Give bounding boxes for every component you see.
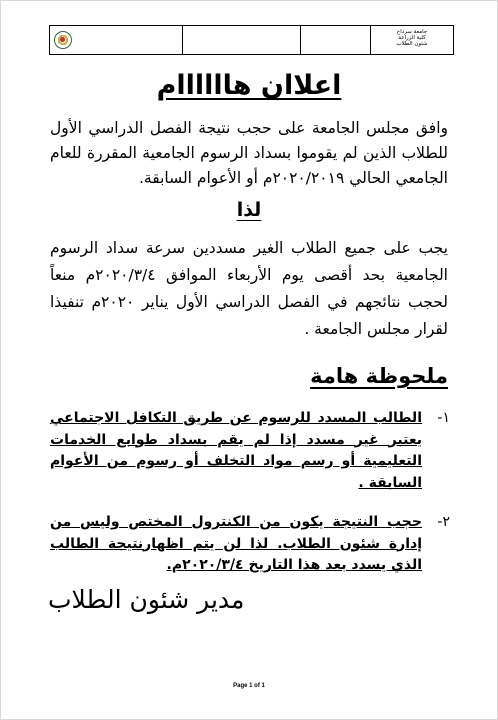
important-note-heading: ملحوظة هامة (310, 364, 448, 388)
note-number: ١- (437, 410, 450, 426)
header-line-1: جامعة سرداح (396, 29, 428, 35)
signer-title: مدير شئون الطلاب (48, 585, 245, 614)
paragraph-decision: وافق مجلس الجامعة على حجب نتيجة الفصل الدراسي الأول للطلاب الذين لم يقوموا بسداد الرسوم الجامعية المقررة للعام الجامعي الحالي ٢٠٢٠/٢٠١٩م أو الأعوام السابقة. (50, 119, 448, 187)
note-text: حجب النتيجة يكون من الكنترول المختص وليس من إدارة شئون الطلاب. لذا لن يتم اظهارنتيجة الطالب الذي يسدد بعد هذا التاريخ ٢٠٢٠/٣/٤م. (50, 514, 422, 573)
header-line-2: كلية الزراعة (398, 35, 426, 41)
note-item (50, 512, 450, 577)
note-item (50, 408, 450, 494)
header-institution-text (370, 26, 453, 54)
header-logo-cell (50, 26, 182, 54)
header-empty-cell (182, 26, 300, 54)
header-empty-cell-2 (300, 26, 370, 54)
note-text: الطالب المسدد للرسوم عن طريق التكافل الاجتماعي يعتبر غير مسدد إذا لم يقم بسداد طوابع الخدمات التعليمية أو رسم مواد التخلف أو رسوم من الأعوام السابقة . (50, 410, 422, 491)
note-number: ٢- (437, 514, 450, 530)
notes-list (50, 408, 450, 595)
header-line-3: شئون الطلاب (396, 41, 428, 47)
announcement-title: اعلاان هاااااام (156, 70, 342, 101)
page-number-footer: Page 1 of 1 (233, 683, 265, 689)
paragraph-instructions: يجب على جميع الطلاب الغير مسددين سرعة سداد الرسوم الجامعية بحد أقصى يوم الأربعاء الموافق ٢٠٢٠/٣/٤م منعاً لحجب نتائجهم في الفصل الدراسي الأول يناير ٢٠٢٠م تنفيذا لقرار مجلس الجامعة . (50, 239, 448, 338)
university-seal-icon (54, 31, 72, 49)
therefore-heading: لذا (236, 199, 262, 221)
header-table (49, 25, 454, 55)
